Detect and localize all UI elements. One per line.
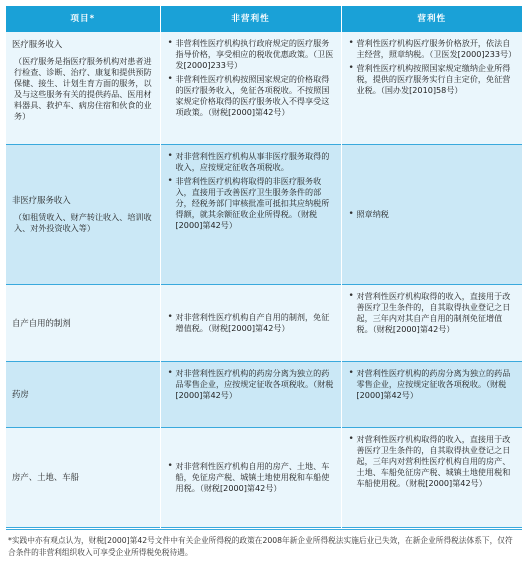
bullet-item: • 对非营利性医疗机构自用的房产、土地、车船，免征房产税、城镇土地使用税和车船使用税。（财税[2000]第42号） — [167, 460, 330, 493]
item-cell — [6, 427, 160, 527]
header-profit: 营利性 — [341, 6, 522, 32]
bullet-item: • 营利性医疗机构医疗服务价格放开，依法自主经营，照章纳税。（卫医发[2000]233号） — [348, 38, 517, 59]
table-row — [6, 284, 522, 361]
profit-cell — [341, 427, 522, 527]
row-subtitle: （如租赁收入、财产转让收入、培训收入、对外投资收入等） — [14, 212, 152, 233]
profit-cell — [341, 284, 522, 361]
bullet-icon: • — [348, 63, 354, 73]
table-row — [6, 144, 522, 284]
bullet-item: • 对营利性医疗机构取得的收入，直接用于改善医疗卫生条件的，自其取得执业登记之日起，三年内对营利性医疗机构自用的房产、土地、车船免征房产税、城镇土地使用税和车船使用税。（财税[2000]第42号） — [348, 433, 511, 488]
bullet-icon: • — [348, 208, 354, 219]
header-item: 项目* — [6, 6, 160, 32]
row-title: 药房 — [12, 389, 29, 399]
table-header-row — [6, 6, 522, 32]
bullet-icon: • — [167, 150, 173, 161]
footnote: *实践中亦有观点认为，财税[2000]第42号文件中有关企业所得税的政策在2008年新企业所得税法实施后业已失效，在新企业所得税法体系下，仅符合条件的非营利组织收入可享受企业所得税免税待遇。 — [8, 536, 513, 557]
bullet-item: • 非营利性医疗机构执行政府规定的医疗服务指导价格，享受相应的税收优惠政策。（卫医发[2000]233号） — [167, 38, 334, 70]
bullet-item: • 非营利性医疗机构将取得的非医疗服务收入，直接用于改善医疗卫生服务条件的部分，经税务部门审核批准可抵扣其应纳税所得额，就其余额征收企业所得税。（财税[2000]第42号） — [167, 175, 330, 230]
bullet-icon: • — [167, 74, 173, 84]
row-subtitle: （医疗服务是指医疗服务机构对患者进行检查、诊断、治疗、康复和提供预防保健、接生、计划生育方面的服务，以及与这些服务有关的提供药品、医用材料器具、救护车、病房住宿和伙食的业务） — [14, 56, 152, 121]
item-cell — [6, 32, 160, 144]
bullet-item: • 对营利性医疗机构取得的收入，直接用于改善医疗卫生条件的，自其取得执业登记之日起，三年内对其自产自用的制剂免征增值税。（财税[2000]第42号） — [348, 290, 511, 334]
row-title: 医疗服务收入 — [12, 39, 63, 49]
bullet-icon: • — [348, 38, 354, 48]
item-cell — [6, 284, 160, 361]
table-row — [6, 361, 522, 427]
profit-cell — [341, 361, 522, 427]
row-title: 房产、土地、车船 — [12, 472, 79, 482]
nonprofit-cell — [160, 32, 341, 144]
bullet-item: • 对非营利性医疗机构从事非医疗服务取得的收入，应按规定征收各项税收。 — [167, 150, 330, 172]
bullet-item: • 照章纳税 — [348, 208, 389, 219]
nonprofit-cell — [160, 361, 341, 427]
bullet-item: • 营利性医疗机构按照国家规定缴纳企业所得税，提供的医疗服务实行自主定价，免征营业税。（国办发[2010]58号） — [348, 63, 511, 95]
nonprofit-cell — [160, 427, 341, 527]
item-cell — [6, 361, 160, 427]
item-cell — [6, 144, 160, 284]
bullet-icon: • — [167, 460, 173, 471]
bullet-item: • 非营利性医疗机构按照国家规定的价格取得的医疗服务收入，免征各项税收。不按照国家规定价格取得的医疗服务收入不得享受这项政策。（财税[2000]第42号） — [167, 74, 330, 117]
nonprofit-cell — [160, 144, 341, 284]
tax-comparison-table — [6, 6, 522, 528]
nonprofit-cell — [160, 284, 341, 361]
profit-cell — [341, 32, 522, 144]
bullet-icon: • — [167, 367, 173, 378]
profit-cell — [341, 144, 522, 284]
bullet-icon: • — [167, 175, 173, 186]
table-row — [6, 32, 522, 144]
bullet-icon: • — [348, 290, 354, 301]
bullet-item: • 对非营利性医疗机构自产自用的制剂，免征增值税。（财税[2000]第42号） — [167, 311, 330, 333]
footnote-divider — [6, 529, 522, 530]
bullet-icon: • — [167, 311, 173, 322]
row-title: 非医疗服务收入 — [12, 195, 71, 205]
table-row — [6, 427, 522, 527]
bullet-item: • 对营利性医疗机构的药房分离为独立的药品零售企业，应按规定征收各项税收。（财税[2000]第42号） — [348, 367, 511, 400]
bullet-icon: • — [167, 38, 173, 48]
row-title: 自产自用的制剂 — [12, 317, 71, 328]
bullet-icon: • — [348, 367, 354, 378]
header-nonprofit: 非营利性 — [160, 6, 341, 32]
bullet-icon: • — [348, 433, 354, 444]
bullet-item: • 对非营利性医疗机构的药房分离为独立的药品零售企业，应按规定征收各项税收。（财税[2000]第42号） — [167, 367, 334, 400]
